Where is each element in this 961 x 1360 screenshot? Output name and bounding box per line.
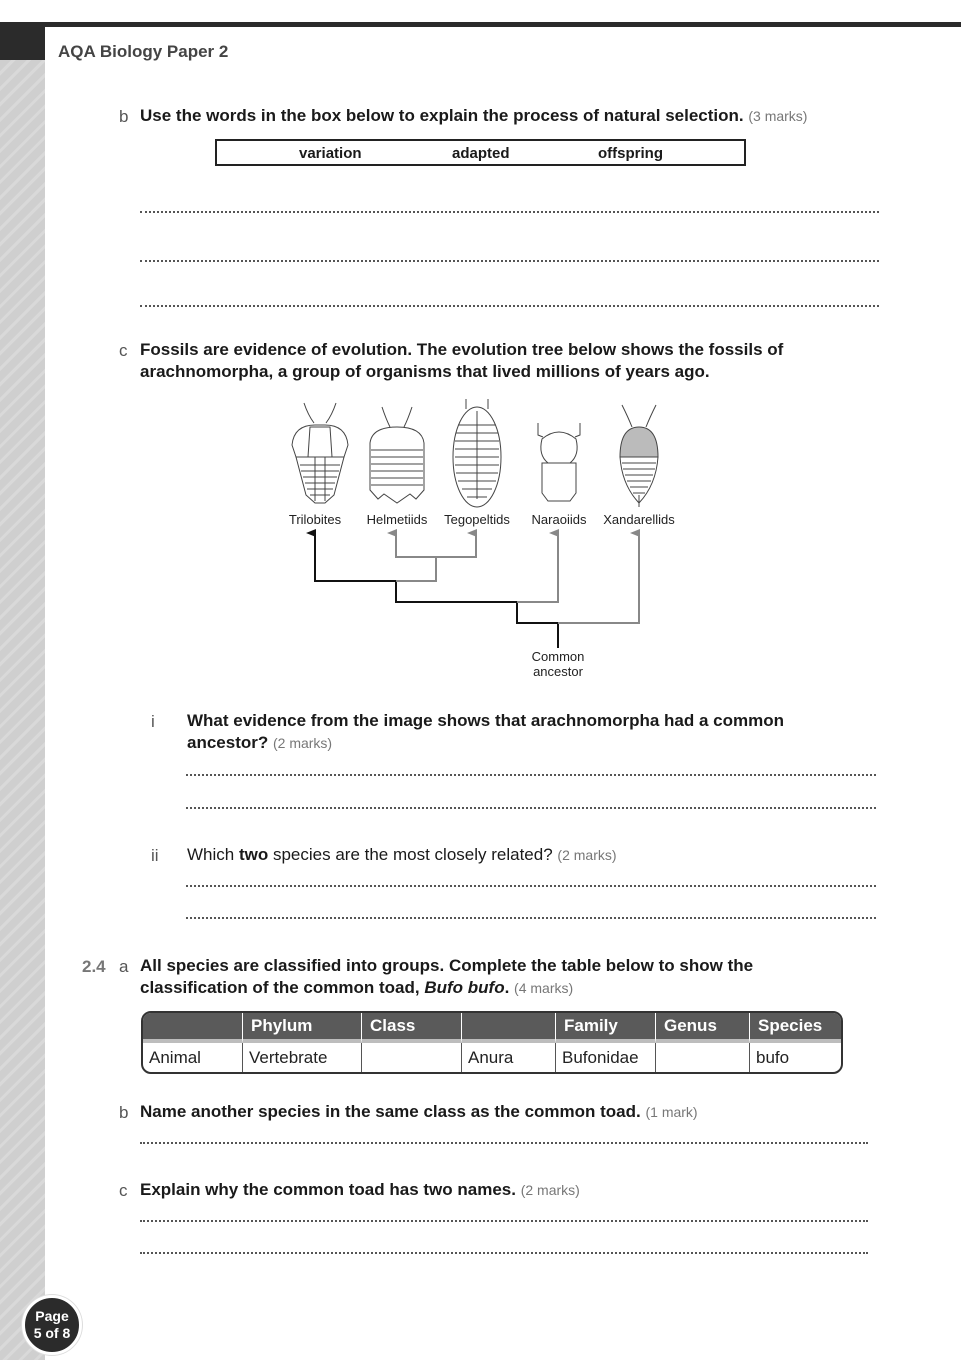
question-2-4-c-prompt: Explain why the common toad has two names. [140, 1180, 516, 1199]
answer-line-b-1[interactable] [140, 211, 879, 213]
question-c-letter: c [119, 341, 128, 360]
header-order-blank[interactable] [462, 1013, 556, 1043]
question-2-4-b-marks: (1 mark) [645, 1104, 698, 1120]
tree-branches-black [315, 533, 558, 648]
sub-i-line-1: What evidence from the image shows that arachnomorpha had a common [187, 711, 785, 730]
classification-table [141, 1011, 843, 1074]
cell-phylum: Vertebrate [243, 1043, 362, 1072]
label-helmetiids: Helmetiids [366, 512, 428, 527]
header-species: Species [750, 1013, 841, 1043]
question-2-4-c-marks: (2 marks) [520, 1182, 580, 1198]
sub-ii-marks: (2 marks) [557, 847, 617, 863]
ancestor-line-2: ancestor [533, 664, 583, 679]
question-2-4-a-letter: a [119, 957, 129, 976]
cell-order: Anura [462, 1043, 556, 1072]
line-2-post: . [504, 978, 510, 997]
species-name-italic: Bufo bufo [424, 978, 505, 997]
answer-line-b-2[interactable] [140, 260, 879, 262]
ancestor-line-1: Common [531, 649, 585, 664]
cell-kingdom: Animal [143, 1043, 243, 1072]
table-header-row [143, 1013, 841, 1043]
word-box [215, 139, 746, 166]
cell-species: bufo [756, 1047, 790, 1067]
page-label: Page [35, 1308, 69, 1324]
header-phylum: Phylum [243, 1013, 362, 1043]
sub-i-marks: (2 marks) [272, 735, 333, 751]
top-bar [0, 22, 961, 27]
label-common-ancestor [532, 649, 585, 679]
sub-i-line-2-text: ancestor? [187, 733, 269, 752]
question-2-4-a-marks: (4 marks) [514, 980, 574, 996]
question-number-2-4: 2.4 [82, 957, 106, 976]
trilobite-icon [292, 403, 348, 503]
page-count: 5 of 8 [33, 1325, 71, 1341]
table-row [143, 1043, 841, 1072]
sub-ii-text-post: species are the most closely related? [268, 845, 553, 864]
question-b-letter: b [119, 107, 129, 126]
paper-title: AQA Biology Paper 2 [58, 42, 229, 61]
label-naraoiids: Naraoiids [531, 512, 587, 527]
sub-i-numeral: i [151, 712, 155, 731]
sub-ii-text-pre: Which [187, 845, 239, 864]
cell-class-blank[interactable] [362, 1043, 462, 1072]
cell-family: Bufonidae [556, 1043, 656, 1072]
question-2-4-c-text [140, 1179, 580, 1201]
header-family: Family [556, 1013, 656, 1043]
answer-line-ii-2[interactable] [186, 917, 876, 919]
helmetiid-icon [370, 407, 424, 503]
question-2-4-a-line-1: All species are classified into groups. Complete the table below to show the [140, 956, 754, 975]
evolution-tree-diagram [270, 395, 700, 695]
naraoiid-icon [538, 423, 580, 501]
sub-ii-text-bold: two [238, 845, 269, 864]
question-c-text [140, 339, 783, 383]
question-c-line-1: Fossils are evidence of evolution. The evolution tree below shows the fossils of [140, 340, 784, 359]
answer-line-i-1[interactable] [186, 774, 876, 776]
word-variation: variation [299, 145, 362, 162]
answer-line-2-4-c-1[interactable] [140, 1220, 868, 1222]
question-2-4-a-line-2 [140, 977, 753, 999]
answer-line-b-3[interactable] [140, 305, 879, 307]
tegopeltid-icon [453, 399, 501, 507]
evolution-tree-svg [270, 395, 700, 695]
cell-genus-blank[interactable] [656, 1043, 750, 1072]
answer-line-2-4-c-2[interactable] [140, 1252, 868, 1254]
sub-i-line-2 [187, 732, 784, 754]
question-2-4-c-letter: c [119, 1181, 128, 1200]
header-genus: Genus [656, 1013, 750, 1043]
sub-ii-text [187, 844, 617, 866]
word-offspring: offspring [598, 145, 663, 162]
corner-block [0, 22, 45, 60]
question-b-prompt: Use the words in the box below to explain the process of natural selection. [140, 106, 744, 125]
sub-i-text [187, 710, 784, 754]
question-2-4-b-prompt: Name another species in the same class as the common toad. [140, 1102, 641, 1121]
line-2-pre: classification of the common toad, [140, 978, 425, 997]
answer-line-2-4-b-1[interactable] [140, 1142, 868, 1144]
question-b-marks: (3 marks) [748, 108, 808, 124]
label-xandarellids: Xandarellids [603, 512, 675, 527]
question-2-4-a-text [140, 955, 753, 999]
question-b-text [140, 105, 807, 127]
question-c-line-2: arachnomorpha, a group of organisms that lived millions of years ago. [140, 362, 710, 381]
question-2-4-b-letter: b [119, 1103, 129, 1122]
answer-line-i-2[interactable] [186, 807, 876, 809]
sub-ii-numeral: ii [151, 846, 159, 865]
question-2-4-b-text [140, 1101, 698, 1123]
header-class: Class [362, 1013, 462, 1043]
xandarellid-icon [620, 405, 658, 507]
header-kingdom-blank [143, 1013, 243, 1043]
label-tegopeltids: Tegopeltids [444, 512, 510, 527]
word-adapted: adapted [452, 145, 510, 162]
side-stripe [0, 60, 45, 1360]
answer-line-ii-1[interactable] [186, 885, 876, 887]
label-trilobites: Trilobites [288, 512, 342, 527]
page-number-badge [22, 1295, 82, 1355]
